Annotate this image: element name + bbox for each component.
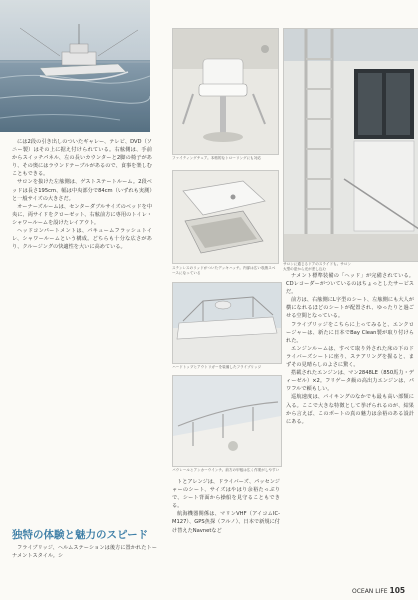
article-paragraph: 航海機器関係は、マリンVHF（アイコムIC-M127）、GPS魚探（フルノ）、日本で新規に付け替えたNavnetなど [172,511,280,534]
caption-cockpit-ladder: サロンに通じるドアのスライドも。サロン大型の窓から光が差し込む [283,262,352,271]
deck-hatch-image [173,171,278,263]
article-paragraph: ヘッドコンパートメントは、バキュームフラッシュトイレ、シャワールームという構成。どちらも十分な広さがあり、クルージングの快適性を大いに高めている。 [12,228,152,251]
photo-cockpit-ladder [283,28,418,262]
article-paragraph: 搭載されたエンジンは、マン2848LE（850馬力・ディーゼル）×2。フリゲータ級の高出力エンジンは、パワフルで頼もしい。 [286,370,414,393]
photo-flybridge [172,282,282,364]
article-paragraph: には2段の引き出しのついたギャレー、テレビ、DVD（ソニー製）はその上に据え付けられている。右舷側は、手前からスイッチパネル、左の長いカウンターと2脚の椅子があり、その奥にはラウンドテーブルがあるので、食事を楽しむこともできる。 [12,139,152,178]
article-bottom-left [12,544,157,584]
photo-boat-at-sea [0,0,150,132]
caption-deck-hatch: ステンレスのリッドがついたデッキハッチ。内部は広い収納スペースになっている [172,266,276,275]
article-paragraph: ナメント標準装備の「ヘッド」が完備されている。CDレコーダーがついているのはちょっとしたサービスだ。 [286,273,414,296]
article-right-column [286,272,414,584]
boat-at-sea-image [0,0,150,132]
article-paragraph: オーナーズルームは、センターダブルサイズのベッドを中央に、両サイドをクローゼット、右舷前方に専用のトイレ・シャワールームを設けたレイアウト。 [12,203,152,226]
page-footer [352,586,405,595]
article-paragraph: エンジンルームは、すべて取り外された床の下のドライバーズシートに座り、ステアリングを握ると、まずその見晴らしのよさに驚く。 [286,345,414,369]
article-left-column [12,138,152,520]
cockpit-ladder-image [284,29,418,261]
page-number: 105 [389,586,406,595]
photo-deck-hatch [172,170,279,264]
article-middle-column [172,478,280,588]
section-heading: 独特の体験と魅力のスピード [12,529,149,541]
caption-bow-rail: バウレールとアンカーウインチ。前方の甲板は広く作業がしやすい [172,468,280,472]
helm-chair-image [173,29,278,154]
photo-helm-chair [172,28,279,155]
magazine-name: OCEAN LIFE [352,588,388,595]
article-paragraph: 巡航速度は、バイキングのなかでも最も高い部類に入る。ここで大きな特徴として挙げられるのが、結果から言えば、このボートの真の魅力は余裕のある設計にある。 [286,394,414,425]
article-paragraph: サロンを抜けた左舷側は、ゲストステートルーム。2段ベッドは長さ195cm、幅は中央部分で84cm（いずれも実測）と一般サイズの大きさだ。 [12,179,152,202]
article-paragraph: トとアレンジは、ドライバーズ、パッセンジャーのシート、サイズはやはり余裕たっぷりで、シート背面から操船を見守ることもできる。 [172,479,280,510]
bow-rail-image [173,376,281,466]
article-paragraph: フライブリッジ、ヘルムステーションは後方に置かれたトーナメントスタイル。シ [12,545,157,560]
caption-flybridge: ハードトップとアウトリガーを装備したフライブリッジ [172,365,262,369]
flybridge-image [173,283,281,363]
article-paragraph: フライブリッジをこちらに上ってみると、エンクロージャーは、新たに日本でBay Clean製が取り付けられた。 [286,321,414,344]
article-paragraph: 前方は、右舷側にL字型のシート、左舷側にも大人が横になれるほどのシートが配置され、ゆったりと過ごせる空間となっている。 [286,297,414,320]
caption-helm-chair: ファイティングチェア。本格的なトローリングにも対応 [172,156,261,160]
photo-bow-rail [172,375,282,467]
